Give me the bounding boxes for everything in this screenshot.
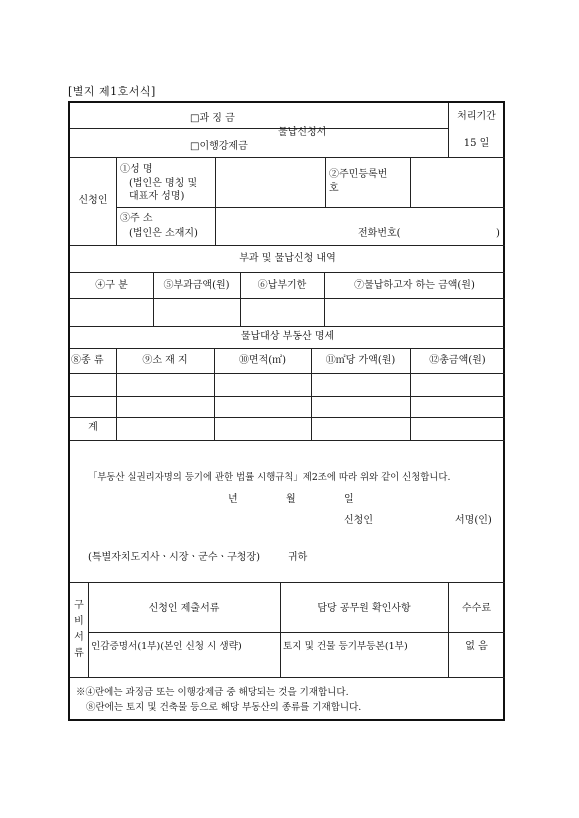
- fee-value: 없 음: [465, 641, 488, 652]
- levy-title-line: [70, 272, 505, 273]
- phone-close-paren: ): [496, 228, 500, 239]
- name-label-note-2: 대표자 성명): [129, 191, 185, 202]
- property-row-2-location[interactable]: [118, 401, 212, 415]
- date-month: 월: [286, 494, 296, 505]
- property-row-line-1: [70, 396, 505, 397]
- property-col-location: ⑨소 재 지: [142, 355, 188, 366]
- property-row-1-total[interactable]: [412, 379, 503, 393]
- documents-side-char-4: 류: [74, 648, 84, 659]
- documents-bottom-line: [70, 677, 505, 678]
- property-col-total: ⑫총금액(원): [429, 355, 486, 366]
- documents-side-char-1: 구: [74, 600, 84, 611]
- levy-cell-due-date[interactable]: [242, 306, 322, 320]
- property-row-1-area[interactable]: [216, 379, 309, 393]
- levy-col-category: ④구 분: [95, 280, 128, 291]
- property-total-label: 계: [88, 422, 98, 433]
- name-label-note-1: (법인은 명칭 및: [129, 178, 198, 189]
- property-col-area: ⑩면적(㎡): [238, 355, 287, 366]
- property-row-2-total[interactable]: [412, 401, 503, 415]
- signatory-label: 신청인: [344, 515, 373, 526]
- official-check-header: 담당 공무원 확인사항: [317, 603, 411, 614]
- resident-number-label-cont: 호: [329, 183, 339, 194]
- declaration-statement: 「부동산 실권리자명의 등기에 관한 법률 시행규칙」제2조에 따라 위와 같이 신청합니다.: [88, 472, 451, 483]
- phone-label: 전화번호(: [358, 228, 401, 239]
- applicant-bottom-line: [70, 245, 505, 246]
- documents-side-char-3: 서: [74, 632, 84, 643]
- property-row-1-type[interactable]: [72, 379, 114, 393]
- property-total-line: [70, 440, 505, 441]
- name-field[interactable]: [220, 178, 320, 192]
- header-divider: [70, 128, 448, 129]
- fee-header: 수수료: [462, 603, 491, 614]
- enforcement-option[interactable]: □이행강제금: [190, 141, 248, 152]
- property-col-unit-price: ⑪㎡당 가액(원): [325, 355, 396, 366]
- note-line-1: ※④란에는 과징금 또는 이행강제금 중 해당되는 것을 기재합니다.: [76, 687, 349, 698]
- applicant-field-line-2: [325, 157, 326, 207]
- property-col-type: ⑧종 류: [71, 355, 104, 366]
- processing-period-label: 처리기간: [457, 111, 496, 122]
- applicant-field-line-1: [215, 157, 216, 245]
- documents-side-line: [88, 582, 89, 677]
- levy-section-title: 부과 및 물납신청 내역: [239, 253, 336, 264]
- property-row-1-unit-price[interactable]: [313, 379, 408, 393]
- levy-row-line: [70, 326, 505, 327]
- applicant-label-column-line: [116, 157, 117, 245]
- address-field[interactable]: [220, 213, 370, 227]
- property-row-2-area[interactable]: [216, 401, 309, 415]
- header-bottom-line: [70, 157, 505, 158]
- levy-header-line: [70, 298, 505, 299]
- levy-cell-requested-amount[interactable]: [326, 306, 503, 320]
- levy-col-requested-amount: ⑦물납하고자 하는 금액(원): [354, 280, 475, 291]
- form-label: [별지 제1호서식]: [68, 85, 156, 98]
- levy-cell-category[interactable]: [72, 306, 151, 320]
- processing-period-value: 15 일: [463, 138, 490, 149]
- address-label-note: (법인은 소재지): [129, 228, 198, 239]
- levy-col-amount: ⑤부과금액(원): [163, 280, 230, 291]
- property-header-line: [70, 373, 505, 374]
- date-year: 년: [228, 494, 238, 505]
- addressee-honorific: 귀하: [288, 552, 308, 563]
- resident-number-label: ②주민등록번: [329, 169, 388, 180]
- signature-seal-label: 서명(인): [455, 515, 492, 526]
- form-title: 물납신청서: [278, 127, 327, 138]
- property-row-2-unit-price[interactable]: [313, 401, 408, 415]
- levy-col-due-date: ⑥납부기한: [257, 280, 307, 291]
- applicant-documents-value: 인감증명서(1부)(본인 신청 시 생략): [91, 641, 242, 652]
- application-form: [68, 101, 505, 721]
- documents-side-char-2: 비: [74, 616, 84, 627]
- applicant-documents-header: 신청인 제출서류: [148, 603, 220, 614]
- property-row-1-location[interactable]: [118, 379, 212, 393]
- applicant-field-line-3: [410, 157, 411, 207]
- penalty-option[interactable]: □과 징 금: [190, 113, 235, 124]
- property-row-2-type[interactable]: [72, 401, 114, 415]
- official-check-value: 토지 및 건물 등기부등본(1부): [283, 641, 408, 652]
- declaration-bottom-line: [70, 582, 505, 583]
- documents-column-line-2: [448, 582, 449, 677]
- documents-column-line-1: [280, 582, 281, 677]
- property-row-line-2: [70, 417, 505, 418]
- name-label: ①성 명: [120, 164, 153, 175]
- address-label: ③주 소: [120, 213, 153, 224]
- resident-number-field[interactable]: [415, 178, 500, 192]
- date-day: 일: [344, 494, 354, 505]
- applicant-section-label: 신청인: [78, 195, 108, 206]
- addressee: (특별자치도지사ㆍ시장ㆍ군수ㆍ구청장): [88, 552, 261, 563]
- applicant-row-divider: [116, 207, 505, 208]
- property-section-title: 물납대상 부동산 명세: [240, 331, 335, 342]
- documents-header-line: [88, 632, 505, 633]
- levy-cell-amount[interactable]: [155, 306, 238, 320]
- note-line-2: ⑧란에는 토지 및 건축물 등으로 해당 부동산의 종류를 기재합니다.: [86, 702, 362, 713]
- property-title-line: [70, 348, 505, 349]
